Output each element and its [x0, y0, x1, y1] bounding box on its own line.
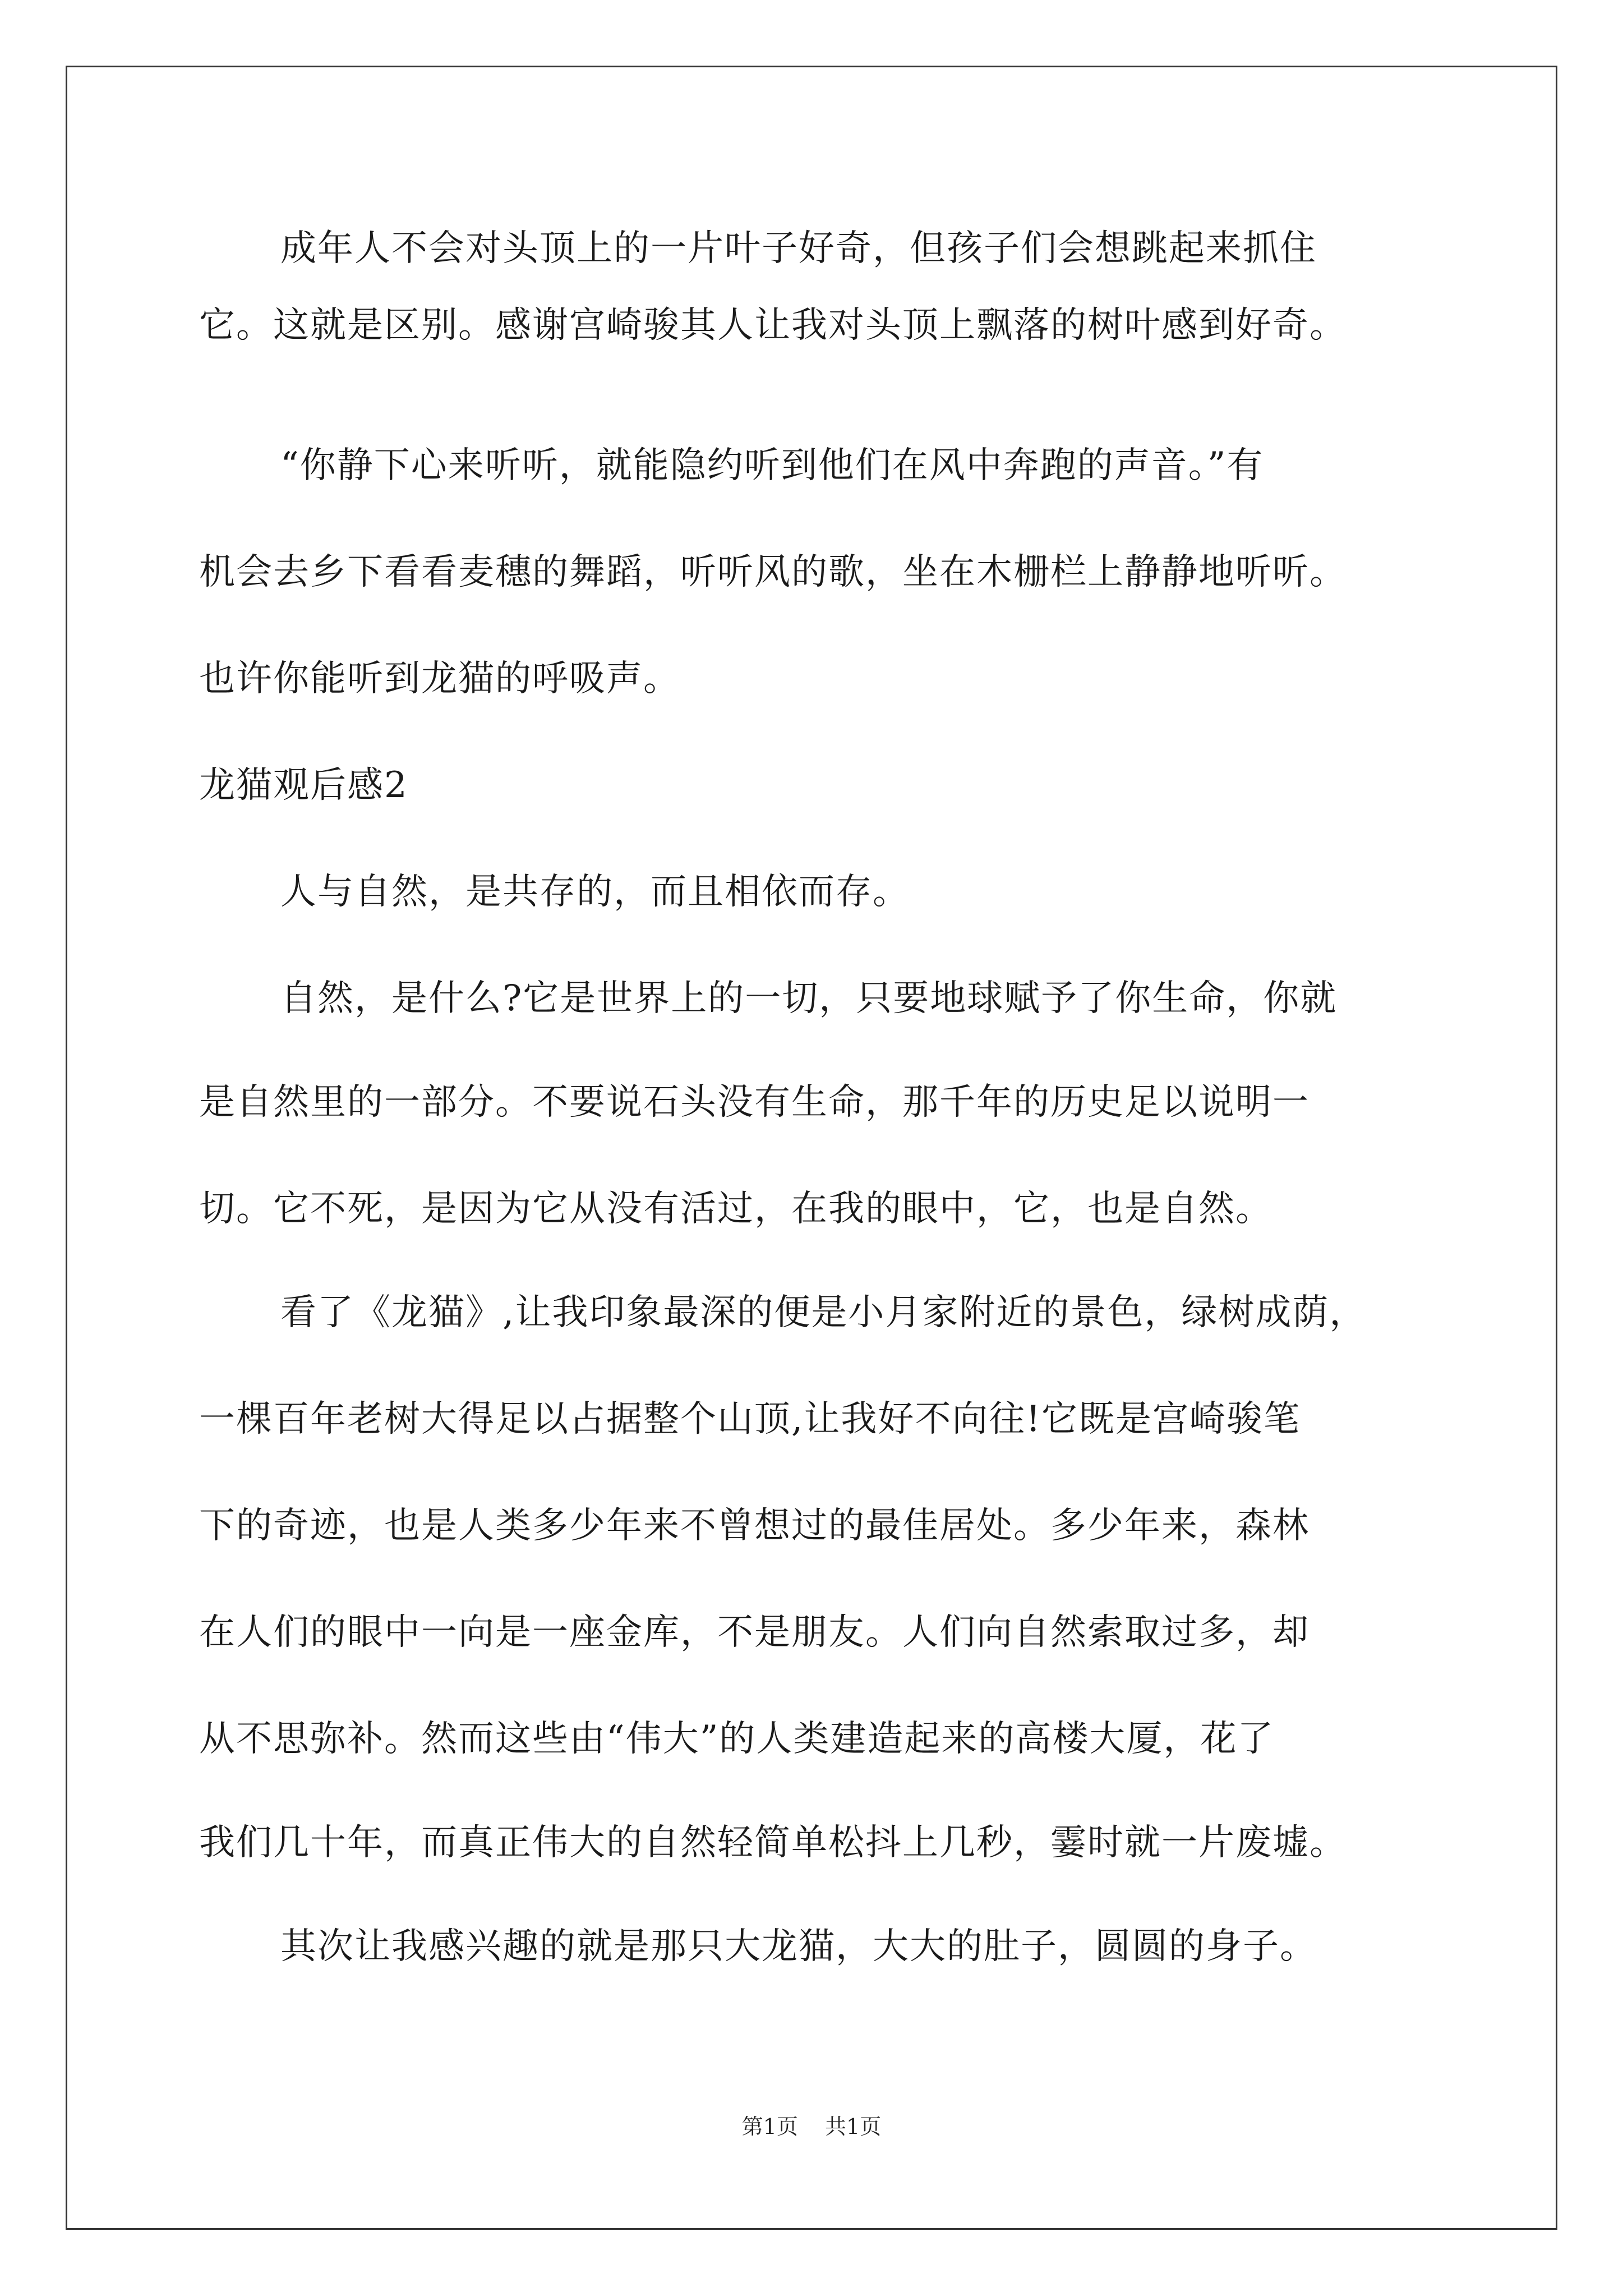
section-heading: 龙猫观后感2 [199, 765, 408, 806]
text-line: 其次让我感兴趣的就是那只大龙猫，大大的肚子，圆圆的身子。 [280, 1926, 1317, 1967]
text-line: 成年人不会对头顶上的一片叶子好奇，但孩子们会想跳起来抓住 [280, 228, 1317, 269]
page-footer [0, 2113, 1623, 2141]
text-line: 人与自然，是共存的，而且相依而存。 [280, 871, 910, 913]
text-line: 它。这就是区别。感谢宫崎骏其人让我对头顶上飘落的树叶感到好奇。 [199, 305, 1347, 346]
text-line: 自然，是什么?它是世界上的一切，只要地球赋予了你生命，你就 [280, 978, 1338, 1019]
text-line: 切。它不死，是因为它从没有活过，在我的眼中，它，也是自然。 [199, 1188, 1272, 1230]
text-line: 是自然里的一部分。不要说石头没有生命，那千年的历史足以说明一 [199, 1082, 1310, 1123]
page-total: 共1页 [825, 2114, 882, 2139]
page-number: 第1页 [741, 2114, 798, 2139]
page-border [66, 66, 1557, 2230]
text-line: 看了《龙猫》,让我印象最深的便是小月家附近的景色，绿树成荫， [280, 1292, 1367, 1333]
text-line: “你静下心来听听，就能隐约听到他们在风中奔跑的声音。”有 [280, 445, 1264, 486]
text-line: 我们几十年，而真正伟大的自然轻简单松抖上几秒，霎时就一片废墟。 [199, 1822, 1347, 1864]
text-line: 也许你能听到龙猫的呼吸声。 [199, 658, 680, 700]
text-line: 下的奇迹，也是人类多少年来不曾想过的最佳居处。多少年来，森林 [199, 1505, 1310, 1547]
text-line: 在人们的眼中一向是一座金库，不是朋友。人们向自然索取过多，却 [199, 1612, 1310, 1653]
text-line: 从不思弥补。然而这些由“伟大”的人类建造起来的高楼大厦，花了 [199, 1718, 1275, 1760]
text-line: 机会去乡下看看麦穗的舞蹈，听听风的歌，坐在木栅栏上静静地听听。 [199, 551, 1347, 593]
text-line: 一棵百年老树大得足以占据整个山顶,让我好不向往!它既是宫崎骏笔 [199, 1398, 1301, 1440]
